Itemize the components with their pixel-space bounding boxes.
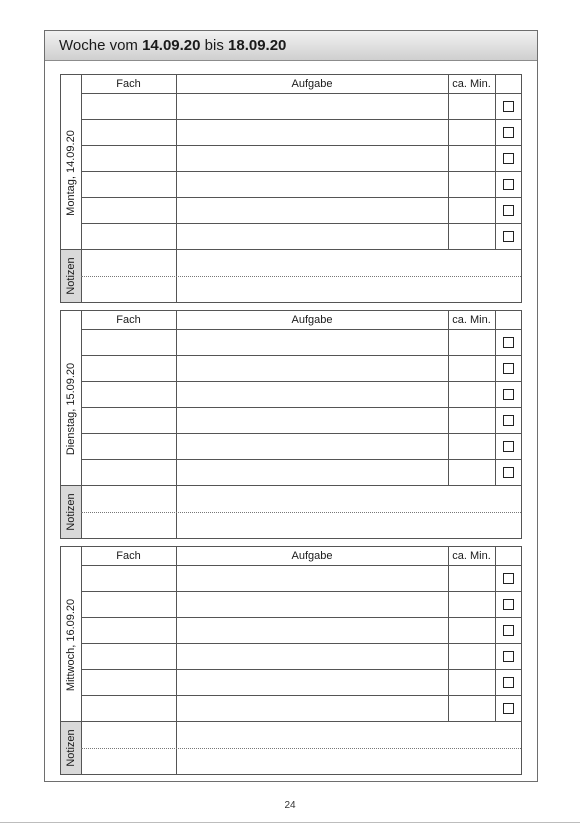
notes-field[interactable] <box>177 486 521 538</box>
day-block <box>60 74 522 303</box>
week-title <box>45 31 537 61</box>
page-number: 24 <box>284 800 296 811</box>
page-frame <box>44 30 538 782</box>
task-done-checkbox[interactable] <box>503 441 514 452</box>
task-done-checkbox[interactable] <box>503 703 514 714</box>
task-row-rule <box>81 617 521 618</box>
task-done-checkbox[interactable] <box>503 573 514 584</box>
task-row-rule <box>81 695 521 696</box>
task-done-checkbox[interactable] <box>503 153 514 164</box>
day-block <box>60 310 522 539</box>
task-row-rule <box>81 171 521 172</box>
week-title-connector: bis <box>204 37 224 54</box>
task-row-rule <box>81 407 521 408</box>
column-header-fach: Fach <box>116 78 141 90</box>
day-label: Mittwoch, 16.09.20 <box>65 598 77 692</box>
task-row-rule <box>81 381 521 382</box>
notes-field[interactable] <box>177 722 521 774</box>
column-header-aufgabe: Aufgabe <box>291 78 333 90</box>
column-divider <box>81 547 82 774</box>
task-row-rule <box>81 119 521 120</box>
task-done-checkbox[interactable] <box>503 415 514 426</box>
bottom-rule <box>0 822 580 823</box>
task-row-rule <box>81 669 521 670</box>
task-done-checkbox[interactable] <box>503 231 514 242</box>
task-done-checkbox[interactable] <box>503 467 514 478</box>
task-row-rule <box>81 145 521 146</box>
task-done-checkbox[interactable] <box>503 677 514 688</box>
task-done-checkbox[interactable] <box>503 337 514 348</box>
task-done-checkbox[interactable] <box>503 179 514 190</box>
task-row-rule <box>81 591 521 592</box>
week-title-prefix: Woche vom <box>59 37 138 54</box>
column-header-minutes: ca. Min. <box>452 314 491 326</box>
header-rule <box>81 329 521 330</box>
task-row-rule <box>81 197 521 198</box>
task-row-rule <box>81 355 521 356</box>
header-rule <box>81 565 521 566</box>
task-done-checkbox[interactable] <box>503 651 514 662</box>
column-divider <box>81 75 82 302</box>
task-done-checkbox[interactable] <box>503 127 514 138</box>
day-block <box>60 546 522 775</box>
task-row-rule <box>81 433 521 434</box>
task-done-checkbox[interactable] <box>503 205 514 216</box>
task-row-rule <box>81 459 521 460</box>
column-header-aufgabe: Aufgabe <box>291 550 333 562</box>
task-row-rule <box>81 643 521 644</box>
notes-label: Notizen <box>65 256 77 295</box>
task-done-checkbox[interactable] <box>503 363 514 374</box>
task-done-checkbox[interactable] <box>503 101 514 112</box>
notes-field[interactable] <box>177 250 521 302</box>
notes-label: Notizen <box>65 728 77 767</box>
header-rule <box>81 93 521 94</box>
column-divider <box>81 311 82 538</box>
column-header-aufgabe: Aufgabe <box>291 314 333 326</box>
task-row-rule <box>81 223 521 224</box>
notes-label: Notizen <box>65 492 77 531</box>
task-done-checkbox[interactable] <box>503 599 514 610</box>
task-done-checkbox[interactable] <box>503 625 514 636</box>
week-end-date: 18.09.20 <box>228 37 287 54</box>
week-start-date: 14.09.20 <box>142 37 201 54</box>
column-header-minutes: ca. Min. <box>452 78 491 90</box>
column-header-fach: Fach <box>116 550 141 562</box>
column-header-minutes: ca. Min. <box>452 550 491 562</box>
column-header-fach: Fach <box>116 314 141 326</box>
task-done-checkbox[interactable] <box>503 389 514 400</box>
day-label: Dienstag, 15.09.20 <box>65 362 77 456</box>
day-label: Montag, 14.09.20 <box>65 130 77 216</box>
